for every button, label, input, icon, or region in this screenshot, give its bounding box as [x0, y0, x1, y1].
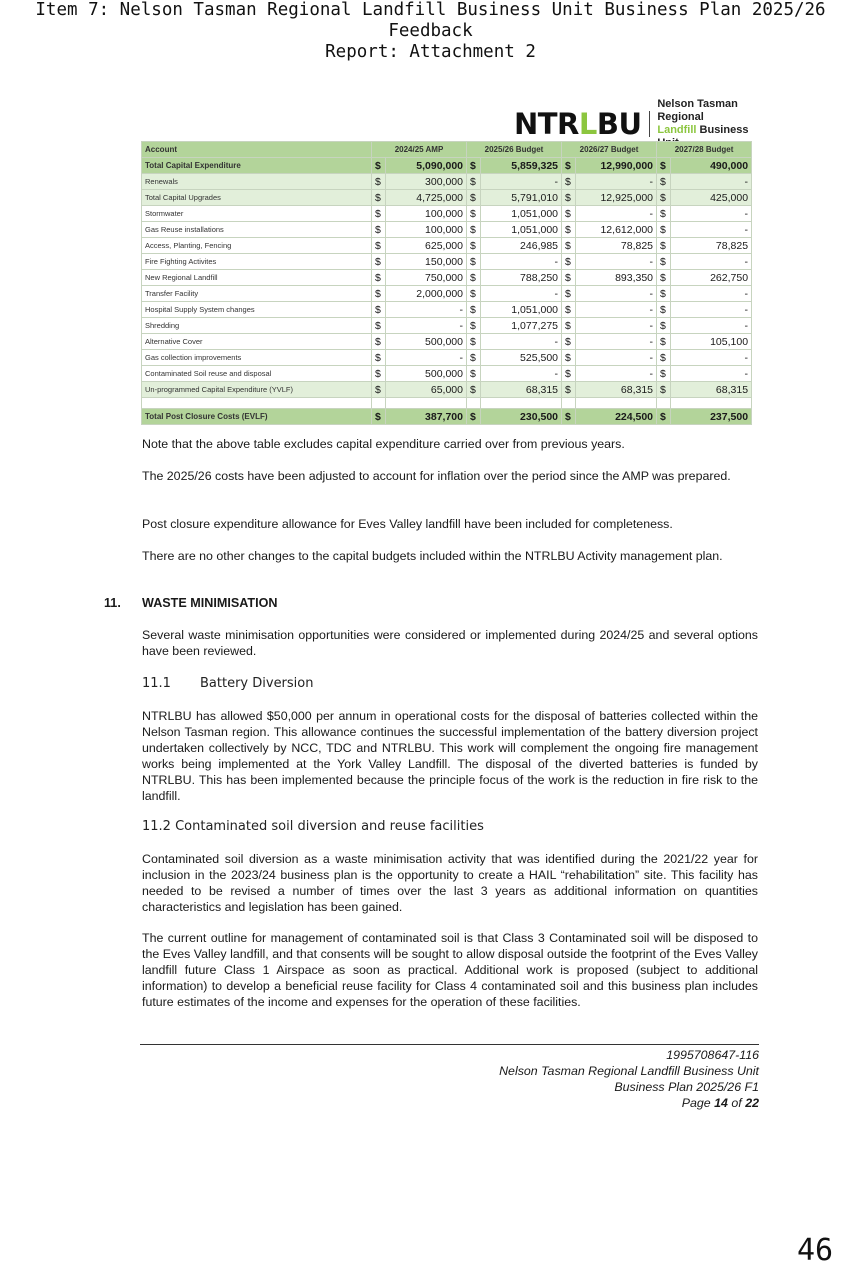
- currency-symbol: $: [657, 286, 671, 302]
- budget-value: 12,612,000: [576, 222, 657, 238]
- footer-divider: [140, 1044, 759, 1045]
- currency-symbol: $: [467, 382, 481, 398]
- table-row: [142, 318, 752, 334]
- currency-symbol: $: [467, 302, 481, 318]
- budget-value: 78,825: [576, 238, 657, 254]
- table-row: [142, 366, 752, 382]
- currency-symbol: $: [562, 270, 576, 286]
- col-header-2024-25: 2024/25 AMP: [372, 142, 467, 158]
- currency-symbol: $: [562, 318, 576, 334]
- budget-value: [481, 398, 562, 409]
- budget-value: 246,985: [481, 238, 562, 254]
- col-header-account: Account: [142, 142, 372, 158]
- table-row: [142, 398, 752, 409]
- header-line-2: Report: Attachment 2: [325, 42, 536, 62]
- currency-symbol: $: [562, 350, 576, 366]
- currency-symbol: $: [372, 270, 386, 286]
- budget-value: 100,000: [386, 222, 467, 238]
- currency-symbol: $: [372, 254, 386, 270]
- currency-symbol: $: [657, 206, 671, 222]
- paragraph-post-closure: Post closure expenditure allowance for Eves Valley landfill have been included for completeness.: [142, 517, 673, 531]
- paragraph-soil-management: The current outline for management of contaminated soil is that Class 3 Contaminated soil will be disposed to the Eves Valley landfill, and that consents will be sought to allow disposal outside the footprint of the Eves Valley landfill future Class 1 Airspace as soon as practical. Additional work is proposed (subject to additional information) to develop a beneficial reuse facility for Class 4 contaminated soil and this business plan includes future estimates of the income and expenses for the operation of these facilities.: [142, 931, 758, 1009]
- budget-value: 5,090,000: [386, 158, 467, 174]
- currency-symbol: $: [372, 382, 386, 398]
- table-row: [142, 382, 752, 398]
- budget-value: -: [481, 366, 562, 382]
- account-label: Renewals: [142, 174, 372, 190]
- table-row: [142, 286, 752, 302]
- table-row: [142, 190, 752, 206]
- col-header-2025-26: 2025/26 Budget: [467, 142, 562, 158]
- currency-symbol: [657, 398, 671, 409]
- budget-value: 2,000,000: [386, 286, 467, 302]
- currency-symbol: $: [467, 409, 481, 425]
- currency-symbol: $: [372, 318, 386, 334]
- currency-symbol: $: [562, 334, 576, 350]
- currency-symbol: $: [372, 206, 386, 222]
- currency-symbol: $: [562, 174, 576, 190]
- table-row: [142, 222, 752, 238]
- currency-symbol: $: [372, 409, 386, 425]
- budget-value: 230,500: [481, 409, 562, 425]
- currency-symbol: $: [372, 334, 386, 350]
- budget-value: 500,000: [386, 334, 467, 350]
- budget-value: 12,990,000: [576, 158, 657, 174]
- budget-value: -: [386, 350, 467, 366]
- budget-value: -: [481, 334, 562, 350]
- budget-value: -: [576, 350, 657, 366]
- currency-symbol: $: [372, 286, 386, 302]
- account-label: Access, Planting, Fencing: [142, 238, 372, 254]
- budget-value: 425,000: [671, 190, 752, 206]
- capital-budget-table: [141, 141, 752, 425]
- currency-symbol: $: [657, 302, 671, 318]
- logo-mark: NTRLBU: [514, 107, 642, 141]
- currency-symbol: $: [467, 158, 481, 174]
- table-header-row: [142, 142, 752, 158]
- budget-value: 387,700: [386, 409, 467, 425]
- budget-value: 12,925,000: [576, 190, 657, 206]
- currency-symbol: $: [467, 174, 481, 190]
- currency-symbol: $: [467, 206, 481, 222]
- account-label: Gas Reuse installations: [142, 222, 372, 238]
- currency-symbol: $: [562, 302, 576, 318]
- budget-value: 788,250: [481, 270, 562, 286]
- currency-symbol: $: [657, 366, 671, 382]
- budget-value: -: [481, 286, 562, 302]
- currency-symbol: [372, 398, 386, 409]
- account-label: [142, 398, 372, 409]
- logo-separator: [649, 111, 650, 137]
- budget-value: -: [671, 222, 752, 238]
- account-label: New Regional Landfill: [142, 270, 372, 286]
- currency-symbol: $: [467, 286, 481, 302]
- currency-symbol: $: [467, 334, 481, 350]
- table-row: [142, 254, 752, 270]
- currency-symbol: $: [372, 366, 386, 382]
- account-label: Total Capital Upgrades: [142, 190, 372, 206]
- logo-org-name: Nelson Tasman Regional Landfill Business: [657, 98, 749, 136]
- budget-value: 65,000: [386, 382, 467, 398]
- section-number: 11.: [104, 596, 121, 610]
- budget-value: -: [576, 174, 657, 190]
- budget-value: -: [576, 302, 657, 318]
- budget-value: -: [481, 174, 562, 190]
- account-label: Transfer Facility: [142, 286, 372, 302]
- budget-value: -: [576, 206, 657, 222]
- budget-value: 5,791,010: [481, 190, 562, 206]
- currency-symbol: $: [562, 366, 576, 382]
- account-label: Fire Fighting Activites: [142, 254, 372, 270]
- currency-symbol: $: [562, 158, 576, 174]
- account-label: Shredding: [142, 318, 372, 334]
- budget-value: 525,500: [481, 350, 562, 366]
- col-header-2027-28: 2027/28 Budget: [657, 142, 752, 158]
- footer-org: Nelson Tasman Regional Landfill Business Unit: [499, 1064, 759, 1078]
- currency-symbol: $: [467, 222, 481, 238]
- table-row: [142, 302, 752, 318]
- currency-symbol: $: [467, 190, 481, 206]
- section-title: WASTE MINIMISATION: [142, 596, 278, 610]
- budget-value: 1,051,000: [481, 206, 562, 222]
- budget-value: -: [671, 318, 752, 334]
- budget-value: -: [386, 318, 467, 334]
- currency-symbol: $: [562, 238, 576, 254]
- paragraph-no-changes: There are no other changes to the capital budgets included within the NTRLBU Activity management plan.: [142, 549, 723, 563]
- budget-value: -: [671, 366, 752, 382]
- budget-value: -: [671, 206, 752, 222]
- currency-symbol: $: [562, 382, 576, 398]
- budget-value: 1,077,275: [481, 318, 562, 334]
- account-label: Hospital Supply System changes: [142, 302, 372, 318]
- account-label: Total Post Closure Costs (EVLF): [142, 409, 372, 425]
- table-row: [142, 270, 752, 286]
- budget-value: -: [576, 334, 657, 350]
- subsection-title-soil: 11.2 Contaminated soil diversion and reuse facilities: [142, 819, 484, 834]
- budget-value: 4,725,000: [386, 190, 467, 206]
- budget-value: -: [481, 254, 562, 270]
- page-header: [0, 0, 861, 63]
- account-label: Stormwater: [142, 206, 372, 222]
- currency-symbol: [467, 398, 481, 409]
- currency-symbol: $: [657, 254, 671, 270]
- currency-symbol: $: [562, 222, 576, 238]
- currency-symbol: $: [562, 409, 576, 425]
- budget-value: -: [576, 366, 657, 382]
- budget-value: -: [386, 302, 467, 318]
- budget-value: 625,000: [386, 238, 467, 254]
- currency-symbol: $: [562, 190, 576, 206]
- currency-symbol: $: [467, 270, 481, 286]
- footer-doc-id: 1995708647-116: [666, 1048, 759, 1062]
- currency-symbol: $: [657, 222, 671, 238]
- currency-symbol: $: [467, 238, 481, 254]
- currency-symbol: $: [657, 382, 671, 398]
- budget-value: 5,859,325: [481, 158, 562, 174]
- budget-value: -: [671, 350, 752, 366]
- account-label: Total Capital Expenditure: [142, 158, 372, 174]
- account-label: Gas collection improvements: [142, 350, 372, 366]
- currency-symbol: $: [467, 366, 481, 382]
- currency-symbol: $: [657, 158, 671, 174]
- paragraph-soil-diversion: Contaminated soil diversion as a waste minimisation activity that was identified during the 2021/22 year for inclusion in the 2023/24 business plan is the opportunity to create a HAIL “rehabilitation” site. This facility has needed to be revised a number of times over the last 3 years as additional information on quantities characteristics and legislation has been gained.: [142, 852, 758, 914]
- budget-value: 1,051,000: [481, 222, 562, 238]
- table-row: [142, 350, 752, 366]
- budget-value: 300,000: [386, 174, 467, 190]
- header-line-1: Item 7: Nelson Tasman Regional Landfill Business Unit Business Plan 2025/26 Feedback: [35, 0, 826, 41]
- table-row: [142, 158, 752, 174]
- currency-symbol: $: [467, 318, 481, 334]
- currency-symbol: $: [657, 318, 671, 334]
- paragraph-waste-intro: Several waste minimisation opportunities were considered or implemented during 2024/25 and several options have been reviewed.: [142, 628, 758, 658]
- budget-value: 105,100: [671, 334, 752, 350]
- budget-value: 68,315: [576, 382, 657, 398]
- col-header-2026-27: 2026/27 Budget: [562, 142, 657, 158]
- budget-value: [386, 398, 467, 409]
- currency-symbol: $: [467, 350, 481, 366]
- budget-value: 1,051,000: [481, 302, 562, 318]
- budget-value: 68,315: [671, 382, 752, 398]
- paragraph-inflation: The 2025/26 costs have been adjusted to account for inflation over the period since the AMP was prepared.: [142, 469, 731, 483]
- budget-value: -: [576, 318, 657, 334]
- currency-symbol: $: [562, 206, 576, 222]
- budget-value: -: [671, 174, 752, 190]
- currency-symbol: $: [372, 174, 386, 190]
- table-row: [142, 238, 752, 254]
- budget-value: 100,000: [386, 206, 467, 222]
- currency-symbol: $: [657, 409, 671, 425]
- budget-value: -: [671, 302, 752, 318]
- table-row: [142, 206, 752, 222]
- budget-value: [576, 398, 657, 409]
- budget-value: 150,000: [386, 254, 467, 270]
- currency-symbol: $: [657, 174, 671, 190]
- budget-value: -: [576, 286, 657, 302]
- currency-symbol: $: [657, 334, 671, 350]
- budget-value: 262,750: [671, 270, 752, 286]
- table-row: [142, 174, 752, 190]
- currency-symbol: $: [372, 302, 386, 318]
- budget-value: -: [671, 254, 752, 270]
- table-row: [142, 334, 752, 350]
- currency-symbol: [562, 398, 576, 409]
- currency-symbol: $: [562, 254, 576, 270]
- budget-value: 893,350: [576, 270, 657, 286]
- currency-symbol: $: [372, 350, 386, 366]
- currency-symbol: $: [657, 270, 671, 286]
- table-row: [142, 409, 752, 425]
- currency-symbol: $: [372, 158, 386, 174]
- currency-symbol: $: [562, 286, 576, 302]
- currency-symbol: $: [657, 350, 671, 366]
- budget-value: 750,000: [386, 270, 467, 286]
- currency-symbol: $: [467, 254, 481, 270]
- budget-value: 224,500: [576, 409, 657, 425]
- currency-symbol: $: [657, 190, 671, 206]
- currency-symbol: $: [372, 222, 386, 238]
- currency-symbol: $: [372, 238, 386, 254]
- budget-value: 68,315: [481, 382, 562, 398]
- footer-plan: Business Plan 2025/26 F1: [614, 1080, 759, 1094]
- currency-symbol: $: [372, 190, 386, 206]
- budget-value: [671, 398, 752, 409]
- budget-value: -: [576, 254, 657, 270]
- budget-value: 78,825: [671, 238, 752, 254]
- budget-value: 500,000: [386, 366, 467, 382]
- paragraph-battery: NTRLBU has allowed $50,000 per annum in operational costs for the disposal of batteries collected within the Nelson Tasman region. This allowance continues the successful implementation of the battery diversion project undertaken collectively by NCC, TDC and NTRLBU. This work will complement the ongoing fire management works being implemented at the York Valley Landfill. The disposal of the diverted batteries is funded by NTRLBU. This has been implemented because the principle focus of the work is the reduction in fire risk to the landfill.: [142, 709, 758, 803]
- footer-page: Page 14 of 22: [681, 1096, 759, 1110]
- page-number: 46: [797, 1233, 834, 1268]
- budget-value: -: [671, 286, 752, 302]
- currency-symbol: $: [657, 238, 671, 254]
- budget-value: 490,000: [671, 158, 752, 174]
- account-label: Alternative Cover: [142, 334, 372, 350]
- account-label: Contaminated Soil reuse and disposal: [142, 366, 372, 382]
- ntrlbu-logo: [514, 98, 764, 141]
- subsection-title-battery: 11.1 Battery Diversion: [142, 676, 314, 691]
- paragraph-table-note: Note that the above table excludes capital expenditure carried over from previous years.: [142, 437, 625, 451]
- budget-value: 237,500: [671, 409, 752, 425]
- account-label: Un-programmed Capital Expenditure (YVLF): [142, 382, 372, 398]
